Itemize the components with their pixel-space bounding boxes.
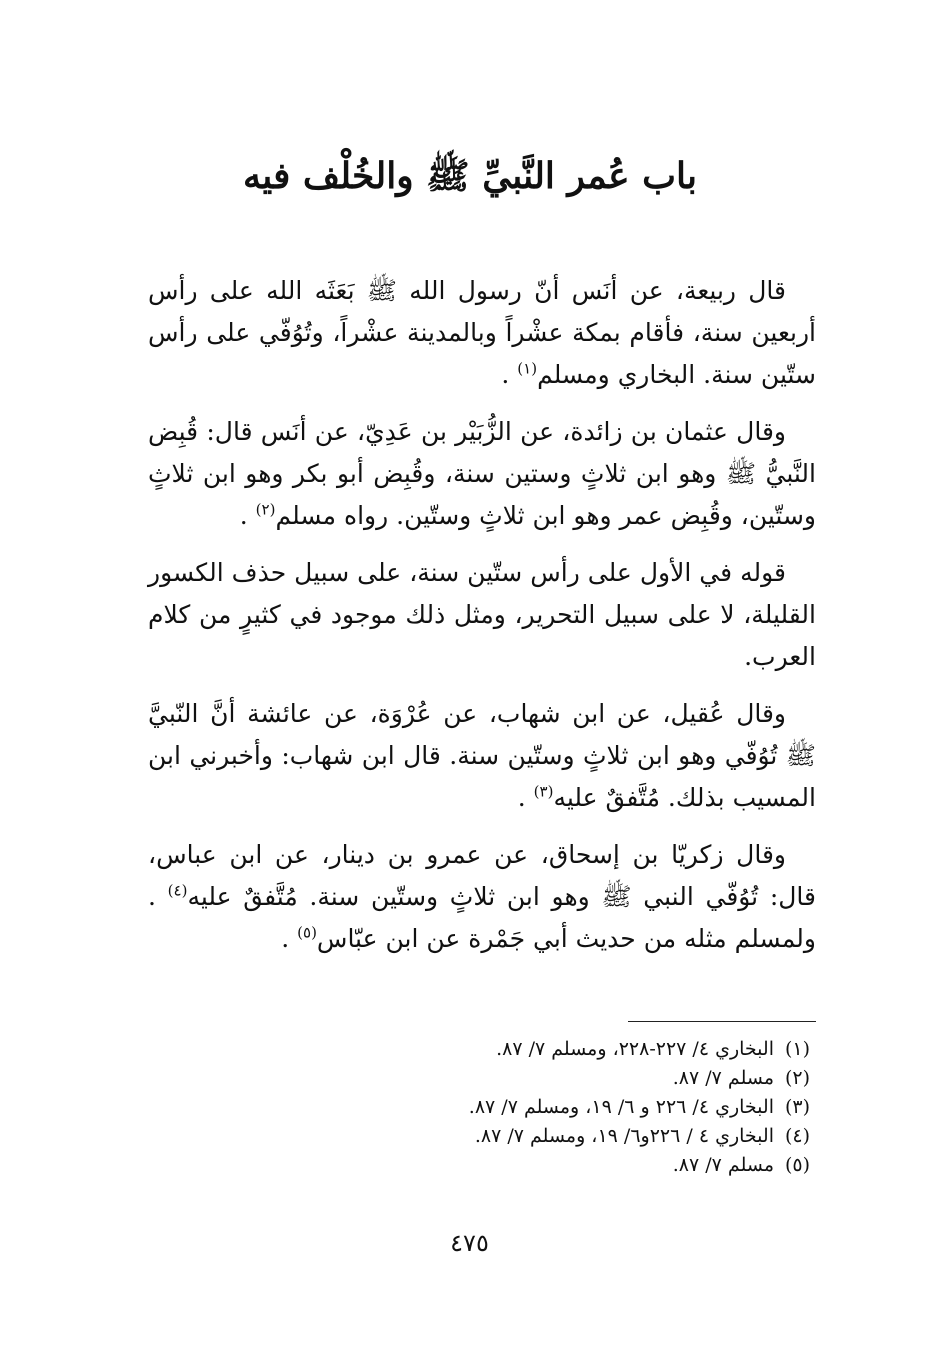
paragraph-text: قال ربيعة، عن أنَس أنّ رسول الله ﷺ بَعَثَه الله على رأس أربعين سنة، فأقام بمكة عشْراً وبالمدينة عشْراً، وتُوُفّي على رأس ستّين سنة. البخاري ومسلم [148,276,816,389]
footnote-text: البخاري ٤/ ٢٢٦ و ٦/ ١٩، ومسلم ٧/ ٨٧. [468,1096,774,1118]
paragraph [148,552,816,678]
footnote [300,1064,810,1093]
footnote-ref: (٤) [167,881,188,900]
paragraph-tail: . [501,360,518,389]
paragraph [148,270,816,396]
paragraph-text: وقال عثمان بن زائدة، عن الزُّبَيْر بن عَدِيّ، عن أنَس قال: قُبِض النَّبيُّ ﷺ وهو ابن ثلاثٍ وستين سنة، وقُبِض أبو بكر وهو ابن ثلاثٍ وستّين، وقُبِض عمر وهو ابن ثلاثٍ وستّين. رواه مسلم [148,417,816,530]
paragraph-tail: . [239,501,256,530]
paragraph-tail: . [517,783,534,812]
footnote-text: البخاري ٤ / ٢٢٦و٦/ ١٩، ومسلم ٧/ ٨٧. [474,1125,774,1147]
paragraph-tail: . ولمسلم مثله من حديث أبي جَمْرة عن ابن عبّاس [148,882,816,953]
footnote-text: البخاري ٤/ ٢٢٧-٢٢٨، ومسلم ٧/ ٨٧. [496,1038,774,1060]
footnote [300,1122,810,1151]
main-text [148,270,816,975]
footnote [300,1151,810,1180]
footnote-ref: (١) [517,359,538,378]
footnote-ref: (٥) [297,923,317,942]
paragraph [148,411,816,537]
footnote-separator [628,1021,816,1022]
footnote-number: (٣) [784,1096,810,1118]
footnote-number: (٤) [784,1125,810,1147]
footnote [300,1093,810,1122]
footnote-ref: (٢) [255,500,276,519]
page-number: ٤٧٥ [450,1229,489,1257]
paragraph [148,693,816,819]
footnotes-list [300,1035,810,1180]
paragraph-text: وقال زكريّا بن إسحاق، عن عمرو بن دينار، عن ابن عباس، قال: تُوُفّي النبي ﷺ وهو ابن ثلاثٍ وستّين سنة. مُتَّفقٌ عليه [148,840,816,911]
footnote-text: مسلم ٧/ ٨٧. [672,1154,774,1176]
paragraph-text: قوله في الأول على رأس ستّين سنة، على سبيل حذف الكسور القليلة، لا على سبيل التحرير، ومثل ذلك موجود في كثيرٍ من كلام العرب. [148,558,816,671]
footnote-number: (٥) [784,1154,810,1176]
paragraph-tail: . [281,924,298,953]
footnote-text: مسلم ٧/ ٨٧. [672,1067,774,1089]
paragraph [148,834,816,960]
footnote-number: (١) [784,1038,810,1060]
paragraph-text: وقال عُقيل، عن ابن شهاب، عن عُرْوَة، عن عائشة أنَّ النّبيَّ ﷺ تُوُفّي وهو ابن ثلاثٍ وستّين سنة. قال ابن شهاب: وأخبرني ابن المسيب بذلك. مُتَّفقٌ عليه [148,699,816,812]
chapter-title: باب عُمر النَّبيِّ ﷺ والخُلْف فيه [242,155,698,197]
footnote-ref: (٣) [533,782,554,801]
footnote-number: (٢) [784,1067,810,1089]
footnote [300,1035,810,1064]
